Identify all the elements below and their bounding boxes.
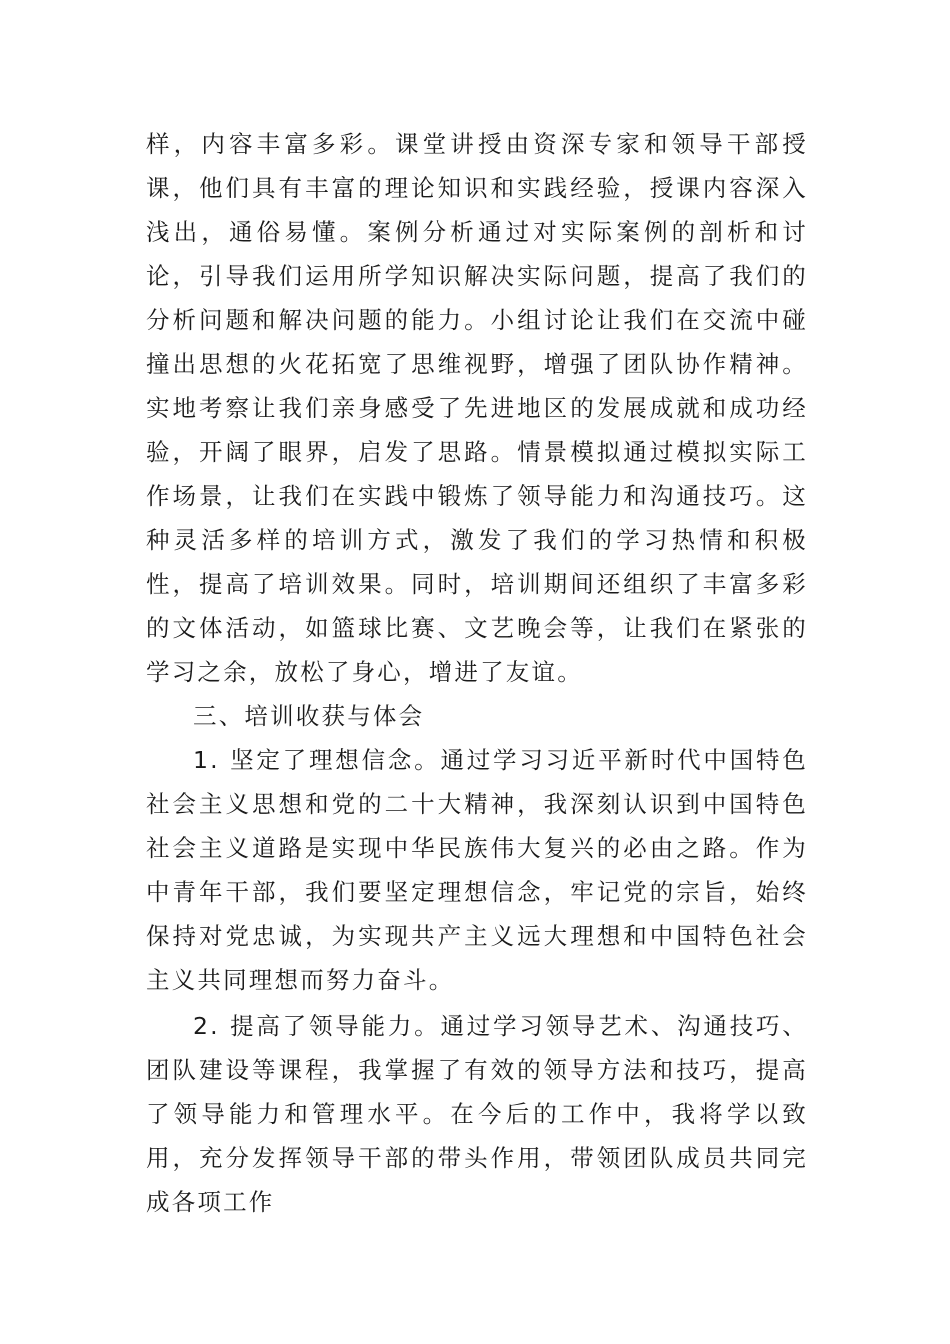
paragraph-item-2: 2. 提高了领导能力。通过学习领导艺术、沟通技巧、团队建设等课程，我掌握了有效的领导方法和技巧，提高了领导能力和管理水平。在今后的工作中，我将学以致用，充分发挥领导干部的带头作用，带领团队成员共同完成各项工作 — [146, 1012, 808, 1216]
section-heading: 三、培训收获与体会 — [193, 702, 425, 730]
document-body — [146, 122, 808, 1224]
paragraph-continued: 样，内容丰富多彩。课堂讲授由资深专家和领导干部授课，他们具有丰富的理论知识和实践经验，授课内容深入浅出，通俗易懂。案例分析通过对实际案例的剖析和讨论，引导我们运用所学知识解决实际问题，提高了我们的分析问题和解决问题的能力。小组讨论让我们在交流中碰撞出思想的火花拓宽了思维视野，增强了团队协作精神。实地考察让我们亲身感受了先进地区的发展成就和成功经验，开阔了眼界，启发了思路。情景模拟通过模拟实际工作场景，让我们在实践中锻炼了领导能力和沟通技巧。这种灵活多样的培训方式，激发了我们的学习热情和积极性，提高了培训效果。同时，培训期间还组织了丰富多彩的文体活动，如篮球比赛、文艺晚会等，让我们在紧张的学习之余，放松了身心，增进了友谊。 — [146, 130, 808, 686]
paragraph-item-1: 1. 坚定了理想信念。通过学习习近平新时代中国特色社会主义思想和党的二十大精神，我深刻认识到中国特色社会主义道路是实现中华民族伟大复兴的必由之路。作为中青年干部，我们要坚定理想信念，牢记党的宗旨，始终保持对党忠诚，为实现共产主义远大理想和中国特色社会主义共同理想而努力奋斗。 — [146, 746, 808, 994]
